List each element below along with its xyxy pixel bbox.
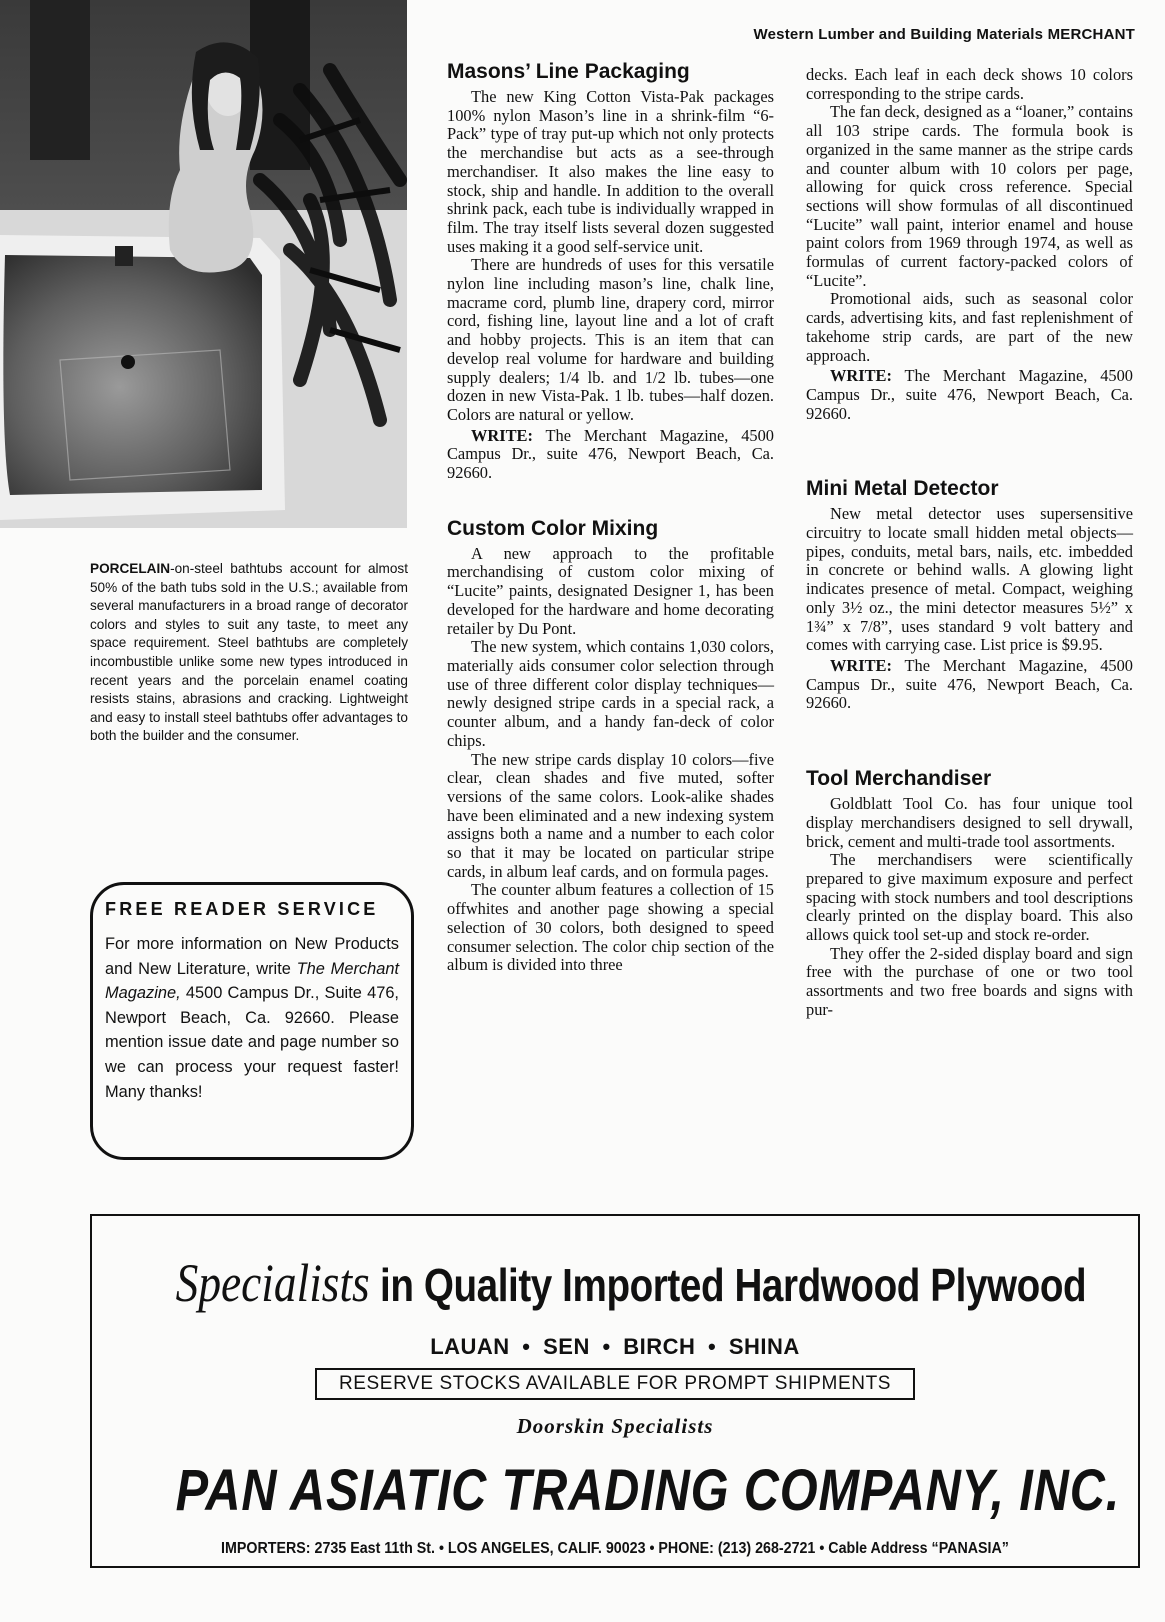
bathtub-photo <box>0 0 407 528</box>
color-cont-p2: The fan deck, designed as a “loaner,” contains all 103 stripe cards. The formula book is organized in the same manner as the stripe cards and counter album with 10 colors per page, allowing for quick cross reference. Special sections will show formulas of all discontinued “Lucite” wall paint, interior enamel and house paint colors from 1969 through 1974, as well as formulas of current factory-packed colors of “Lucite”. <box>806 102 1133 290</box>
masons-p2: There are hundreds of uses for this versatile nylon line including mason’s line, chalk line, macrame cord, plumb line, drapery cord, mirror cord, fishing line, layout line and a lot of craft and hobby projects. This is an item that can develop real volume for hardware and building supply dealers; 1/4 lb. and 1/2 lb. tubes—one dozen in new Vista-Pak. 1 lb. tubes—half dozen. Colors are natural or yellow. <box>447 255 774 424</box>
ad-specialists: Specialists <box>175 1253 370 1313</box>
ad-company: PAN ASIATIC TRADING COMPANY, INC. <box>175 1458 1121 1523</box>
masons-p1: The new King Cotton Vista-Pak packages 100% nylon Mason’s line in a shrink-film “6-Pack” type of tray put-up which not only protects the merchandise but acts as a see-through merchandiser. It also makes the line easy to stock, ship and handle. In addition to the overall shrink pack, each tube is individually wrapped in film. The tray itself lists several dozen suggested uses making it a good self-service unit. <box>447 87 774 256</box>
detector-write-label: WRITE: <box>830 655 892 675</box>
reader-service-text-b: 4500 Campus Dr., Suite 476, Newport Beach, Ca. 92660. Please mention issue date and page number so we can process your request faster! Many thanks! <box>105 984 399 1101</box>
ad-doorskin: Doorskin Specialists <box>516 1414 714 1438</box>
detector-write-text: The Merchant Magazine, 4500 Campus Dr., suite 476, Newport Beach, Ca. 92660. <box>806 655 1133 713</box>
color-p3: The new stripe cards display 10 colors—five clear, clean shades and five muted, softer versions of the same colors. Look-alike shades have been eliminated and a new indexing system assigns both a name and a number to each color so that it may be located on particular stripe cards, in album leaf cards, and on formula pages. <box>447 749 774 881</box>
ad-headline <box>175 1252 1087 1314</box>
advertisement-box <box>90 1214 1140 1568</box>
running-head: Western Lumber and Building Materials MERCHANT <box>753 26 1135 43</box>
caption-lead: PORCELAIN <box>90 561 171 576</box>
photo-caption <box>90 560 408 746</box>
ad-headline-rest: in Quality Imported Hardwood Plywood <box>369 1259 1087 1311</box>
masons-write-label: WRITE: <box>471 425 533 445</box>
color-p2: The new system, which contains 1,030 colors, materially aids consumer color selection through use of three different color display techniques—newly designed stripe cards in a special rack, a counter album, and a handy fan-deck of color chips. <box>447 637 774 750</box>
column-right <box>806 66 1133 1020</box>
ad-reserve: RESERVE STOCKS AVAILABLE FOR PROMPT SHIPMENTS <box>315 1368 915 1400</box>
tool-title: Tool Merchandiser <box>806 767 992 791</box>
ad-importers: IMPORTERS: 2735 East 11th St. • LOS ANGELES, CALIF. 90023 • PHONE: (213) 268-2721 • Cable Address “PANASIA” <box>221 1540 1009 1557</box>
reader-service-text <box>105 932 399 1104</box>
reader-service-title: FREE READER SERVICE <box>105 899 379 919</box>
color-write <box>806 367 1133 423</box>
masons-write <box>447 427 774 483</box>
tool-p1: Goldblatt Tool Co. has four unique tool display merchandisers designed to sell drywall, brick, cement and multi-trade tool assortments. <box>806 794 1133 851</box>
color-write-label: WRITE: <box>830 366 892 386</box>
color-title: Custom Color Mixing <box>447 516 659 540</box>
masons-write-text: The Merchant Magazine, 4500 Campus Dr., suite 476, Newport Beach, Ca. 92660. <box>447 425 774 483</box>
reader-service-box <box>90 882 414 1160</box>
ad-woods: LAUAN • SEN • BIRCH • SHINA <box>430 1334 800 1359</box>
caption-text: -on-steel bathtubs account for almost 50% of the bath tubs sold in the U.S.; available from several manufacturers in a broad range of decorator colors and styles to suit any taste, to meet any space requirement. Steel bathtubs are completely incombustible unlike some new types introduced in recent years and the porcelain enamel coating resists stains, abrasions and cracking. Lightweight and easy to install steel bathtubs offer advantages to both the builder and the consumer. <box>90 561 408 744</box>
detector-title: Mini Metal Detector <box>806 477 999 501</box>
reader-service-text-a: For more information on New Products and New Literature, write <box>105 935 399 978</box>
color-p1: A new approach to the profitable merchandising of custom color mixing of “Lucite” paints, designated Designer 1, has been developed for the hardware and home decorating retailer by Du Pont. <box>447 543 774 638</box>
masons-title: Masons’ Line Packaging <box>447 60 690 83</box>
color-cont-p3: Promotional aids, such as seasonal color cards, advertising kits, and fast replenishment of takehome strip cards, are part of the new approach. <box>806 289 1133 365</box>
color-write-text: The Merchant Magazine, 4500 Campus Dr., suite 476, Newport Beach, Ca. 92660. <box>806 366 1133 423</box>
tool-p2: The merchandisers were scientifically prepared to give maximum exposure and perfect spacing with stock numbers and tool descriptions clearly printed on the display board. This also allows quick tool set-up and stock re-order. <box>806 850 1133 945</box>
color-p4: The counter album features a collection of 15 offwhites and another page showing a special selection of 30 colors, both designed to speed consumer selection. The color chip section of the album is divided into three <box>447 880 774 975</box>
detector-p1: New metal detector uses supersensitive circuitry to locate small hidden metal objects—pipes, conduits, metal bars, nails, etc. imbedded in concrete or behind walls. A glowing light indicates presence of metal. Compact, weighing only 3½ oz., the mini detector measures 5½” x 1¾” x 7/8”, uses standard 9 volt battery and comes with carrying case. List price is $9.95. <box>806 504 1133 655</box>
reader-service-magazine: The Merchant Magazine, <box>105 959 399 1003</box>
color-cont-p1: decks. Each leaf in each deck shows 10 colors corresponding to the stripe cards. <box>806 65 1133 103</box>
column-middle <box>447 60 774 975</box>
detector-write <box>806 657 1133 713</box>
tool-p3: They offer the 2-sided display board and sign free with the purchase of one or two tool assortments and two free boards and signs with pur- <box>806 943 1133 1019</box>
